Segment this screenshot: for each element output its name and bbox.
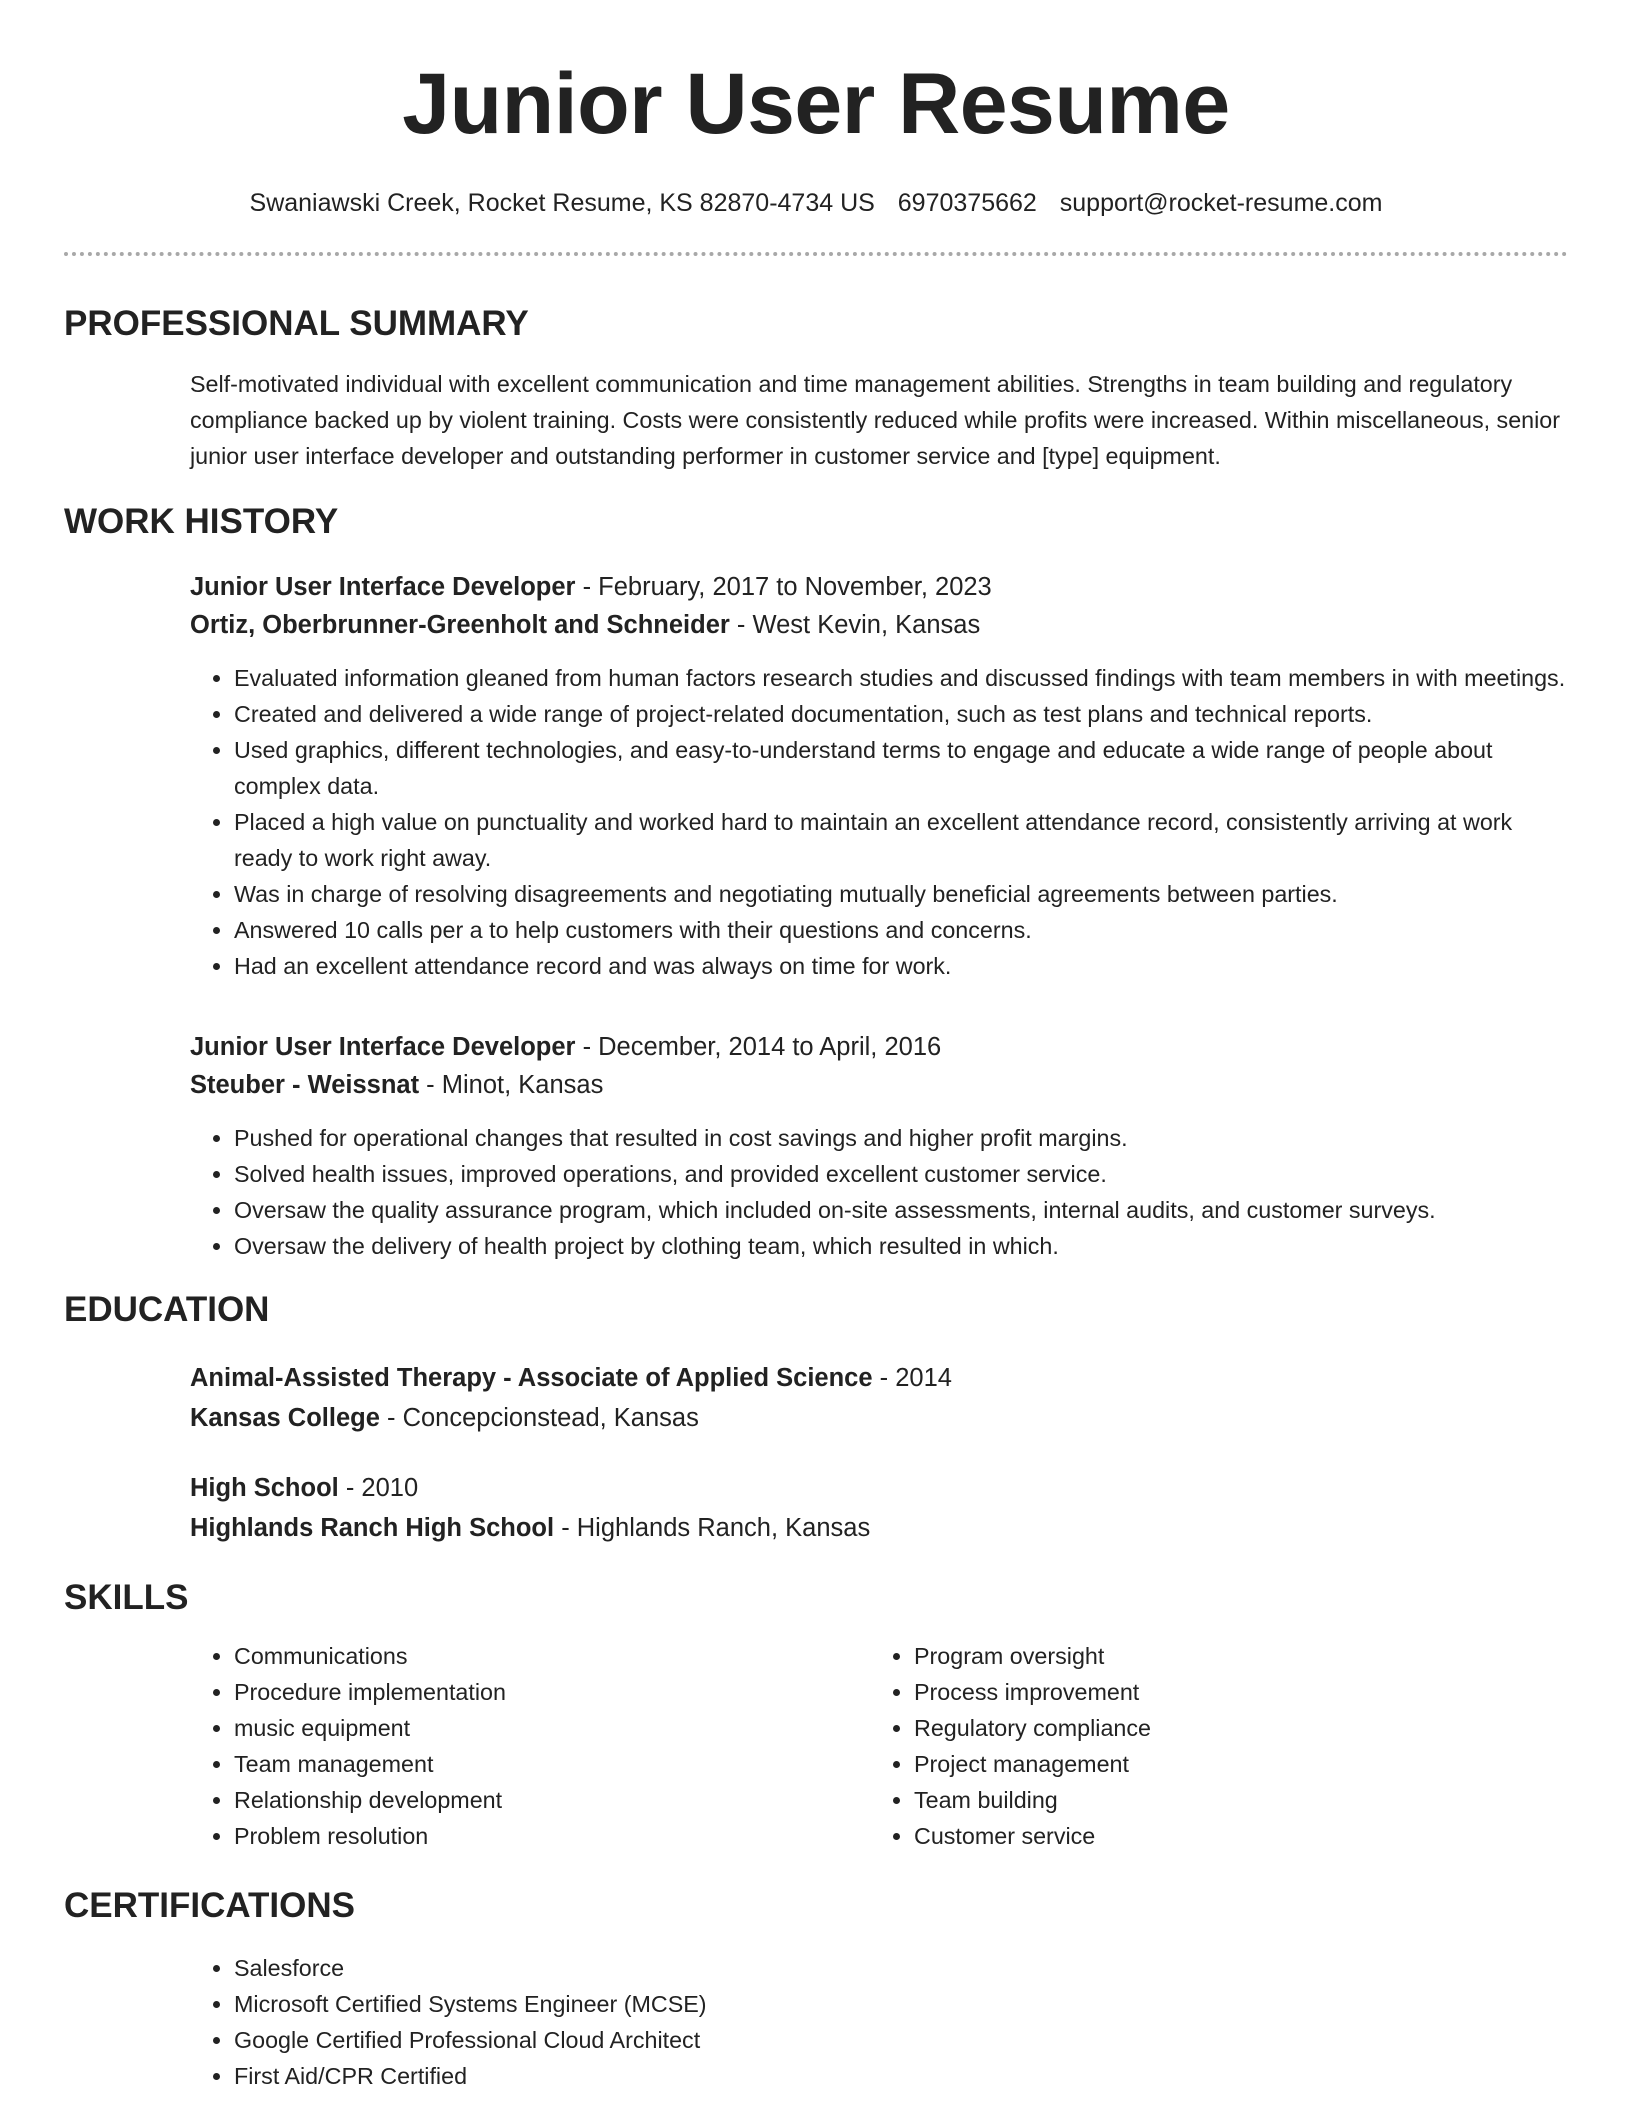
degree-year: - 2014 xyxy=(872,1364,952,1392)
degree-line xyxy=(190,1358,1568,1398)
degree-line xyxy=(190,1468,1568,1508)
job-company: Steuber - Weissnat xyxy=(190,1071,420,1099)
education-entry xyxy=(190,1468,1568,1548)
list-item: • Answered 10 calls per a to help customers with their questions and concerns. xyxy=(234,912,1568,948)
skills-column-right xyxy=(870,1638,1550,1854)
skills-column-left xyxy=(190,1638,870,1854)
school-location: - Concepcionstead, Kansas xyxy=(379,1404,699,1432)
section-heading-certifications: CERTIFICATIONS xyxy=(64,1886,356,1925)
resume-title: Junior User Resume xyxy=(402,56,1230,152)
job-title-line xyxy=(190,1028,1568,1066)
certification-item: • Salesforce xyxy=(234,1950,1568,1986)
certifications-block xyxy=(190,1950,1568,2094)
list-item: • Used graphics, different technologies, and easy-to-understand terms to engage and educate a wide range of people about complex data. xyxy=(234,732,1568,804)
degree-name: Animal-Assisted Therapy - Associate of Applied Science xyxy=(190,1364,873,1392)
job-location: - Minot, Kansas xyxy=(419,1071,604,1099)
skill-item: • Team management xyxy=(234,1746,870,1782)
summary-text: Self-motivated individual with excellent communication and time management abilities. Strengths in team building and regulatory compliance backed up by violent training. Costs were consistently reduced while profits were increased. Within miscellaneous, senior junior user interface developer and outstanding performer in customer service and [type] equipment. xyxy=(190,371,1561,469)
skill-item: • Procedure implementation xyxy=(234,1674,870,1710)
job-entry xyxy=(190,1028,1568,1264)
job-title: Junior User Interface Developer xyxy=(190,573,576,601)
job-dates: - December, 2014 to April, 2016 xyxy=(575,1033,942,1061)
skills-list xyxy=(190,1638,870,1854)
list-item: • Had an excellent attendance record and was always on time for work. xyxy=(234,948,1568,984)
section-heading-skills: SKILLS xyxy=(64,1578,189,1617)
job-company-line xyxy=(190,1066,1568,1104)
job-entry xyxy=(190,568,1568,984)
certification-item: • First Aid/CPR Certified xyxy=(234,2058,1568,2094)
job-location: - West Kevin, Kansas xyxy=(729,611,981,639)
degree-name: High School xyxy=(190,1474,339,1502)
school-location: - Highlands Ranch, Kansas xyxy=(554,1514,871,1542)
contact-email: support@rocket-resume.com xyxy=(1059,189,1383,217)
job-company: Ortiz, Oberbrunner-Greenholt and Schneider xyxy=(190,611,730,639)
resume-page xyxy=(64,0,1568,2094)
skills-grid xyxy=(190,1638,1568,1854)
list-item: • Placed a high value on punctuality and worked hard to maintain an excellent attendance record, consistently arriving at work ready to work right away. xyxy=(234,804,1568,876)
skills-list xyxy=(870,1638,1550,1854)
skill-item: • Process improvement xyxy=(914,1674,1550,1710)
section-heading-summary: PROFESSIONAL SUMMARY xyxy=(64,304,529,343)
list-item: • Was in charge of resolving disagreements and negotiating mutually beneficial agreements between parties. xyxy=(234,876,1568,912)
degree-year: - 2010 xyxy=(338,1474,419,1502)
school-name: Highlands Ranch High School xyxy=(190,1514,555,1542)
skill-item: • Problem resolution xyxy=(234,1818,870,1854)
skill-item: • Regulatory compliance xyxy=(914,1710,1550,1746)
header-divider xyxy=(64,252,1568,256)
job-company-line xyxy=(190,606,1568,644)
list-item: • Oversaw the quality assurance program, which included on-site assessments, internal audits, and customer surveys. xyxy=(234,1192,1568,1228)
skill-item: • Project management xyxy=(914,1746,1550,1782)
skill-item: • Program oversight xyxy=(914,1638,1550,1674)
job-dates: - February, 2017 to November, 2023 xyxy=(575,573,992,601)
section-heading-education: EDUCATION xyxy=(64,1290,270,1329)
list-item: • Solved health issues, improved operations, and provided excellent customer service. xyxy=(234,1156,1568,1192)
skill-item: • Relationship development xyxy=(234,1782,870,1818)
list-item: • Evaluated information gleaned from human factors research studies and discussed findings with team members in with meetings. xyxy=(234,660,1568,696)
skill-item: • Communications xyxy=(234,1638,870,1674)
certification-item: • Google Certified Professional Cloud Architect xyxy=(234,2022,1568,2058)
contact-line xyxy=(64,188,1568,218)
job-bullets xyxy=(190,1120,1568,1264)
certification-item: • Microsoft Certified Systems Engineer (MCSE) xyxy=(234,1986,1568,2022)
certifications-list xyxy=(190,1950,1568,2094)
job-title-line xyxy=(190,568,1568,606)
contact-phone: 6970375662 xyxy=(897,189,1037,217)
list-item: • Oversaw the delivery of health project by clothing team, which resulted in which. xyxy=(234,1228,1568,1264)
education-entry xyxy=(190,1358,1568,1438)
skill-item: • Customer service xyxy=(914,1818,1550,1854)
list-item: • Created and delivered a wide range of project-related documentation, such as test plans and technical reports. xyxy=(234,696,1568,732)
skill-item: • music equipment xyxy=(234,1710,870,1746)
job-title: Junior User Interface Developer xyxy=(190,1033,576,1061)
school-line xyxy=(190,1508,1568,1548)
section-heading-work-history: WORK HISTORY xyxy=(64,502,339,541)
school-line xyxy=(190,1398,1568,1438)
skill-item: • Team building xyxy=(914,1782,1550,1818)
contact-address: Swaniawski Creek, Rocket Resume, KS 82870-4734 US xyxy=(249,189,875,217)
school-name: Kansas College xyxy=(190,1404,380,1432)
job-bullets xyxy=(190,660,1568,984)
list-item: • Pushed for operational changes that resulted in cost savings and higher profit margins. xyxy=(234,1120,1568,1156)
